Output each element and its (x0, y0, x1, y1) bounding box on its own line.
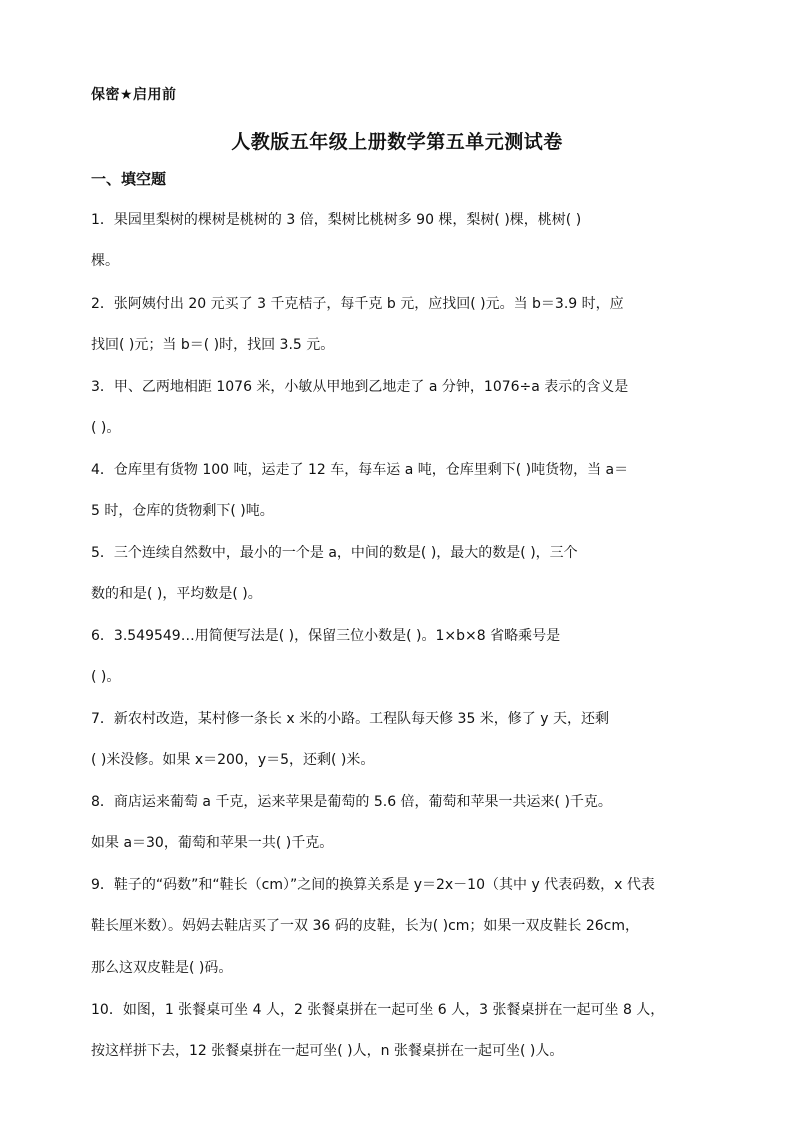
question-6-line-2: ( )。 (91, 669, 121, 685)
question-2-line-2: 找回( )元；当 b＝( )时，找回 3.5 元。 (91, 337, 335, 353)
question-6-line-1: 6．3.549549…用简便写法是( )，保留三位小数是( )。1×b×8 省略乘号是 (91, 628, 561, 644)
question-8-line-1: 8．商店运来葡萄 a 千克，运来苹果是葡萄的 5.6 倍，葡萄和苹果一共运来( )千克。 (91, 794, 612, 810)
question-4-line-2: 5 时，仓库的货物剩下( )吨。 (91, 503, 274, 519)
page-title: 人教版五年级上册数学第五单元测试卷 (231, 131, 563, 153)
question-1-line-2: 棵。 (91, 253, 119, 269)
question-8-line-2: 如果 a＝30，葡萄和苹果一共( )千克。 (91, 835, 334, 851)
section-heading: 一、填空题 (91, 170, 167, 188)
question-9-line-2: 鞋长厘米数）。妈妈去鞋店买了一双 36 码的皮鞋，长为( )cm；如果一双皮鞋长 26cm， (91, 918, 640, 934)
question-7-line-1: 7．新农村改造，某村修一条长 x 米的小路。工程队每天修 35 米，修了 y 天，还剩 (91, 711, 609, 727)
question-3-line-1: 3．甲、乙两地相距 1076 米，小敏从甲地到乙地走了 a 分钟，1076÷a 表示的含义是 (91, 379, 629, 395)
question-4-line-1: 4．仓库里有货物 100 吨，运走了 12 车，每车运 a 吨，仓库里剩下( )吨货物，当 a＝ (91, 462, 629, 478)
question-3-line-2: ( )。 (91, 420, 121, 436)
confidential-mark: 保密★启用前 (91, 87, 177, 103)
question-7-line-2: ( )米没修。如果 x＝200，y＝5，还剩( )米。 (91, 752, 375, 768)
question-10-line-2: 按这样拼下去，12 张餐桌拼在一起可坐( )人，n 张餐桌拼在一起可坐( )人。 (91, 1043, 564, 1059)
question-9-line-3: 那么这双皮鞋是( )码。 (91, 960, 233, 976)
question-9-line-1: 9．鞋子的“码数”和“鞋长（cm）”之间的换算关系是 y＝2x－10（其中 y 代表码数，x 代表 (91, 877, 655, 893)
question-2-line-1: 2．张阿姨付出 20 元买了 3 千克桔子，每千克 b 元，应找回( )元。当 b＝3.9 时，应 (91, 296, 624, 312)
question-1-line-1: 1．果园里梨树的棵树是桃树的 3 倍，梨树比桃树多 90 棵，梨树( )棵，桃树( ) (91, 212, 582, 228)
question-5-line-2: 数的和是( )，平均数是( )。 (91, 586, 262, 602)
question-5-line-1: 5．三个连续自然数中，最小的一个是 a，中间的数是( )，最大的数是( )，三个 (91, 545, 578, 561)
question-10-line-1: 10．如图，1 张餐桌可坐 4 人，2 张餐桌拼在一起可坐 6 人，3 张餐桌拼在一起可坐 8 人， (91, 1002, 665, 1018)
